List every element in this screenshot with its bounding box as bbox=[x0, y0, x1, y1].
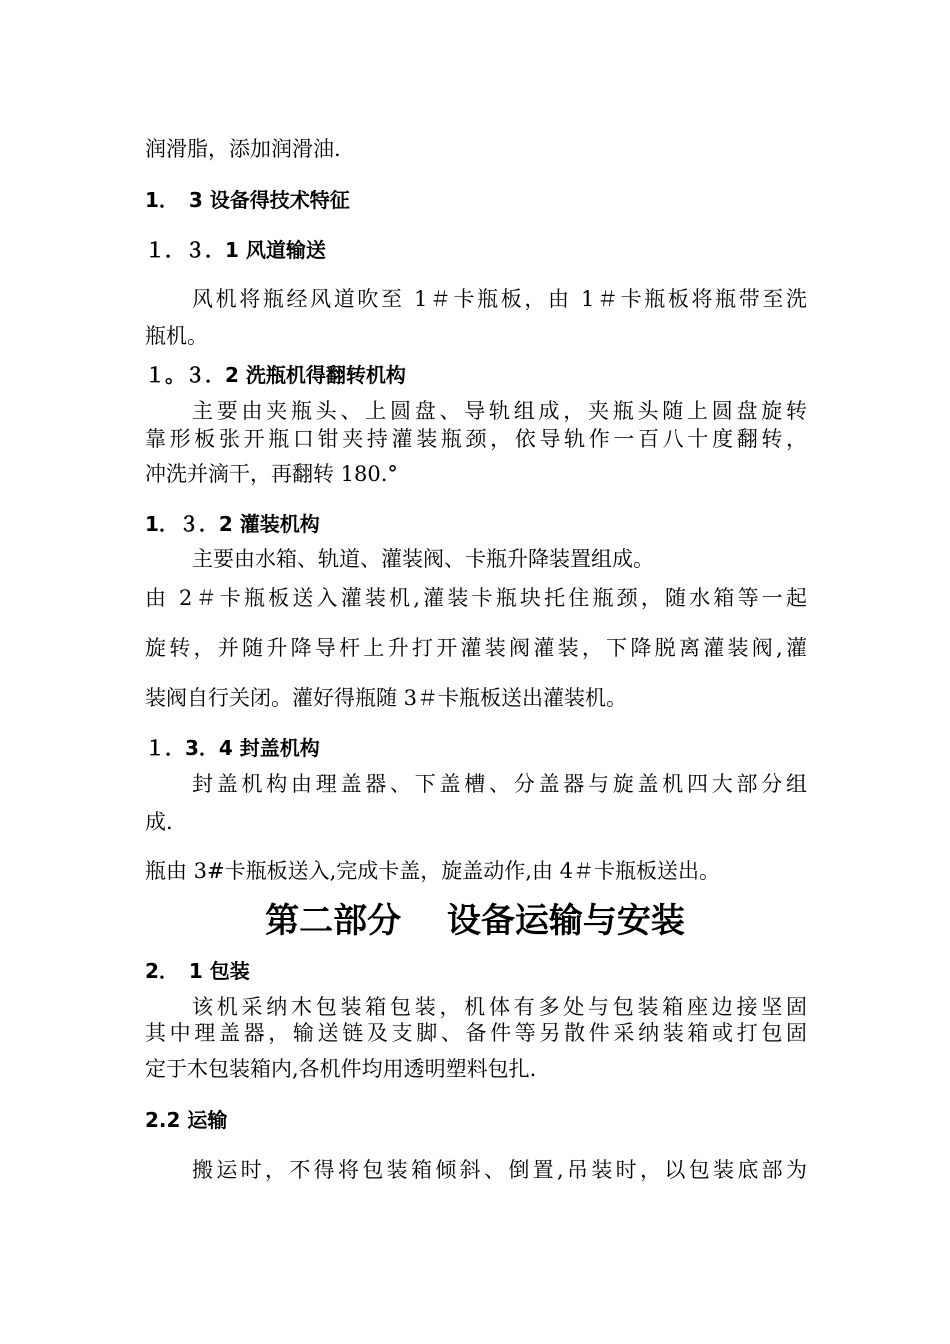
text-line: 瓶由 3#卡瓶板送入,完成卡盖，旋盖动作,由 4＃卡瓶板送出。 bbox=[145, 859, 721, 883]
text-line: 旋转，并随升降导杆上升打开灌装阀灌装，下降脱离灌装阀,灌 bbox=[145, 636, 807, 660]
text-line: 主要由水箱、轨道、灌装阀、卡瓶升降装置组成。 bbox=[192, 547, 654, 571]
text-line: 瓶机。 bbox=[145, 324, 208, 348]
text-line: 装阀自行关闭。灌好得瓶随 3＃卡瓶板送出灌装机。 bbox=[145, 686, 628, 710]
text-line: 主要由夹瓶头、上圆盘、导轨组成，夹瓶头随上圆盘旋转 bbox=[192, 399, 807, 423]
text-line: 靠形板张开瓶口钳夹持灌装瓶颈，依导轨作一百八十度翻转， bbox=[145, 427, 807, 451]
subsection-heading: １。３．2 洗瓶机得翻转机构 bbox=[145, 363, 406, 387]
part-title: 第二部分 设备运输与安装 bbox=[265, 901, 685, 941]
section-heading: 2． 1 包装 bbox=[145, 959, 250, 983]
text-line: 由 2＃卡瓶板送入灌装机,灌装卡瓶块托住瓶颈，随水箱等一起 bbox=[145, 586, 807, 610]
text-line: 定于木包装箱内,各机件均用透明塑料包扎. bbox=[145, 1057, 537, 1081]
section-heading: 1． 3 设备得技术特征 bbox=[145, 188, 350, 212]
section-heading: 2.2 运输 bbox=[145, 1108, 228, 1132]
text-line: 其中理盖器，输送链及支脚、备件等另散件采纳装箱或打包固 bbox=[145, 1021, 807, 1045]
subsection-heading: １．3．4 封盖机构 bbox=[145, 736, 320, 760]
text-line: 冲洗并滴干，再翻转 180.° bbox=[145, 462, 398, 486]
text-line: 润滑脂，添加润滑油. bbox=[145, 137, 341, 161]
subsection-heading: 1．３．2 灌装机构 bbox=[145, 512, 320, 536]
text-line: 封盖机构由理盖器、下盖槽、分盖器与旋盖机四大部分组 bbox=[192, 772, 807, 796]
text-line: 搬运时，不得将包装箱倾斜、倒置,吊装时，以包装底部为 bbox=[192, 1158, 807, 1182]
text-line: 风机将瓶经风道吹至 1＃卡瓶板，由 1＃卡瓶板将瓶带至洗 bbox=[192, 287, 807, 311]
text-line: 该机采纳木包装箱包装，机体有多处与包装箱座边接坚固 bbox=[192, 995, 807, 1019]
text-line: 成. bbox=[145, 810, 173, 834]
subsection-heading: １．３．1 风道输送 bbox=[145, 238, 326, 262]
